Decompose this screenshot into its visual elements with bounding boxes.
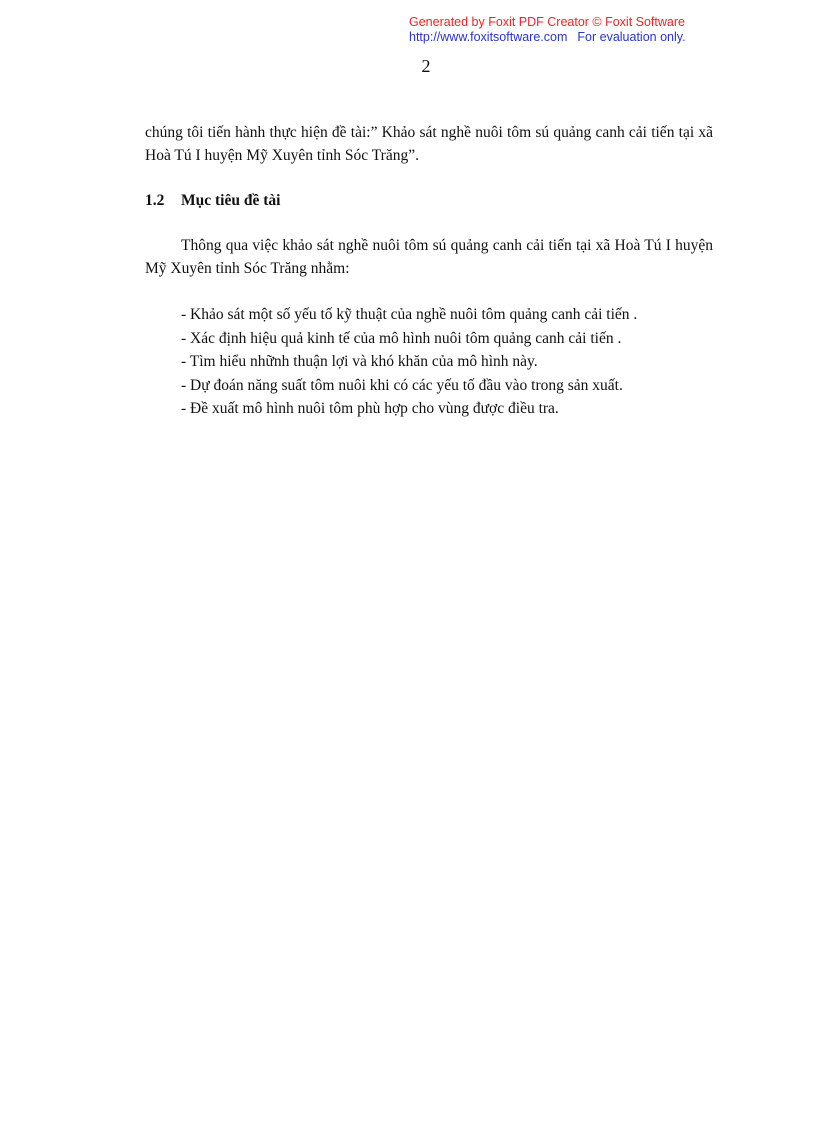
document-body — [145, 121, 713, 421]
watermark-generator-text: Generated by Foxit PDF Creator © Foxit Software — [409, 15, 685, 29]
objective-item: - Đề xuất mô hình nuôi tôm phù hợp cho vùng được điều tra. — [181, 400, 559, 417]
section-heading — [145, 189, 713, 212]
objective-item: - Xác định hiệu quả kinh tế của mô hình nuôi tôm quảng canh cải tiến . — [181, 329, 622, 347]
purpose-paragraph: Thông qua việc khảo sát nghề nuôi tôm sú quảng canh cải tiến tại xã Hoà Tú I huyện Mỹ Xuyên tỉnh Sóc Trăng nhằm: — [145, 237, 713, 277]
objectives-list — [145, 303, 713, 421]
page-number: 2 — [421, 56, 431, 76]
section-title: Mục tiêu đề tài — [181, 192, 281, 209]
objective-item: - Khảo sát một số yếu tố kỹ thuật của nghề nuôi tôm quảng canh cải tiến . — [181, 306, 638, 323]
foxit-watermark — [409, 15, 686, 45]
section-number: 1.2 — [145, 192, 165, 209]
watermark-line2 — [409, 30, 686, 45]
objective-item: - Dự đoán năng suất tôm nuôi khi có các yếu tố đầu vào trong sản xuất. — [181, 376, 623, 394]
watermark-url[interactable]: http://www.foxitsoftware.com — [409, 30, 568, 44]
watermark-note: For evaluation only. — [577, 30, 686, 44]
objective-item: - Tìm hiểu nhữnh thuận lợi và khó khăn của mô hình này. — [181, 353, 538, 370]
intro-paragraph: chúng tôi tiến hành thực hiện đề tài:” Khảo sát nghề nuôi tôm sú quảng canh cải tiến tại xã Hoà Tú I huyện Mỹ Xuyên tỉnh Sóc Trăng”. — [145, 124, 713, 164]
